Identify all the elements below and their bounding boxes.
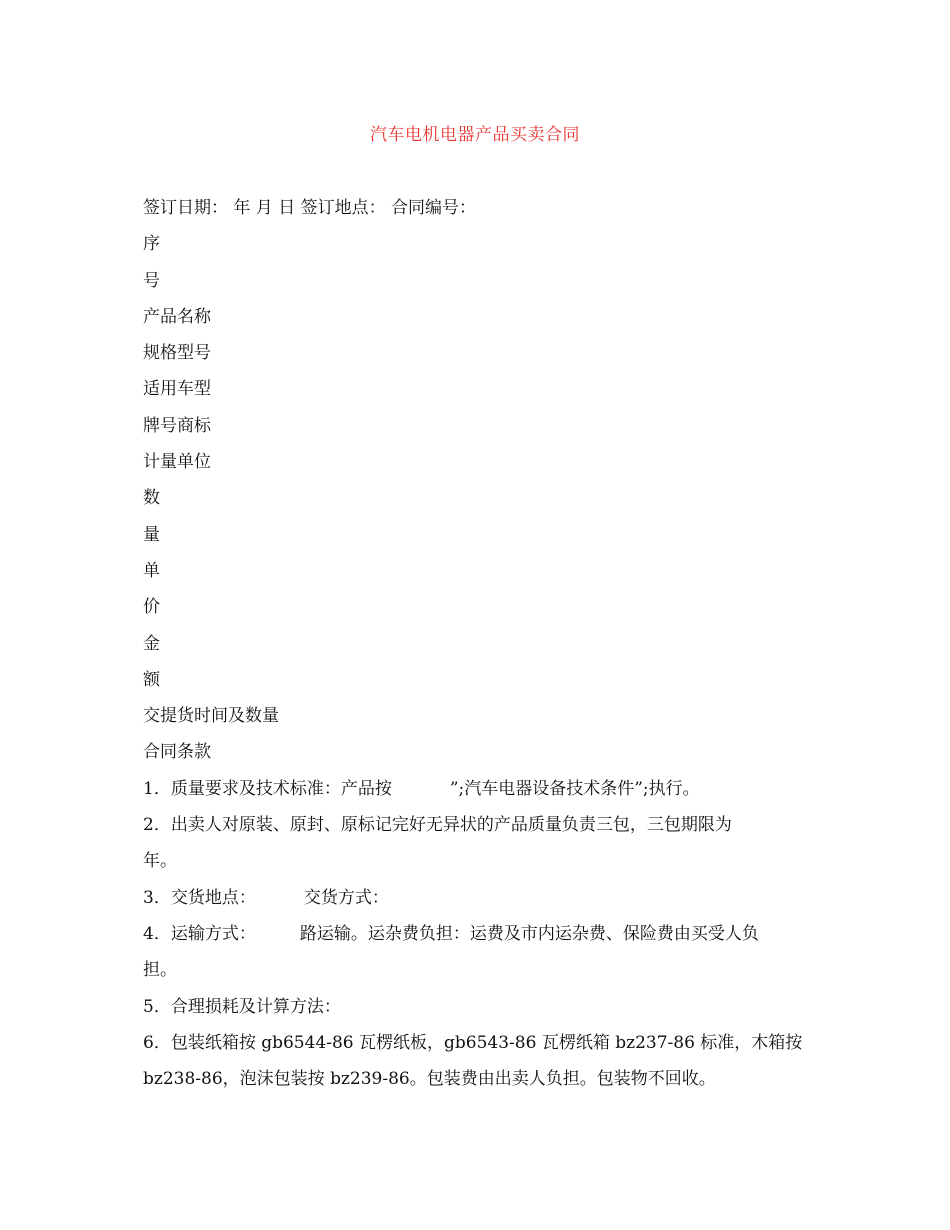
table-header-product-name: 产品名称: [143, 306, 211, 327]
clause-2: 2．出卖人对原装、原封、原标记完好无异状的产品质量负责三包，三包期限为: [143, 815, 732, 836]
clause-1-text-a: 1．质量要求及技术标准：产品按: [143, 778, 392, 799]
table-header-quantity-1: 数: [143, 488, 160, 509]
clause-1: [143, 776, 813, 812]
document-body: [143, 195, 813, 1102]
table-header-quantity-2: 量: [143, 524, 160, 545]
clause-3: [143, 885, 813, 921]
clause-6-continued: bz238-86，泡沫包装按 bz239-86。包装费由出卖人负担。包装物不回收。: [143, 1069, 716, 1090]
table-header-brand-trademark: 牌号商标: [143, 415, 211, 436]
clause-4-continued: 担。: [143, 960, 177, 981]
section-heading: 合同条款: [143, 742, 211, 763]
clause-2-continued: 年。: [143, 851, 177, 872]
table-header-spec-model: 规格型号: [143, 343, 211, 364]
document-title: 汽车电机电器产品买卖合同: [370, 125, 580, 145]
clause-1-text-b: ”;汽车电器设备技术条件”;执行。: [449, 778, 700, 799]
table-header-vehicle-type: 适用车型: [143, 379, 211, 400]
contract-header-line: 签订日期： 年 月 日 签订地点： 合同编号：: [143, 198, 477, 218]
table-header-serial-2: 号: [143, 270, 160, 291]
table-header-price-2: 价: [143, 597, 160, 618]
table-header-serial-1: 序: [143, 234, 160, 255]
clause-3-text-b: 交货方式：: [303, 887, 389, 908]
table-header-amount-2: 额: [143, 669, 160, 690]
table-header-amount-1: 金: [143, 633, 160, 654]
clause-4: [143, 921, 813, 957]
clause-4-text-b: 路运输。运杂费负担：运费及市内运杂费、保险费由买受人负: [299, 923, 759, 944]
clause-5: 5．合理损耗及计算方法：: [143, 996, 341, 1017]
table-header-price-1: 单: [143, 560, 160, 581]
clause-6: 6．包装纸箱按 gb6544-86 瓦楞纸板，gb6543-86 瓦楞纸箱 bz237-86 标准，木箱按: [143, 1032, 803, 1053]
clause-4-text-a: 4．运输方式：: [143, 923, 256, 944]
table-header-unit: 计量单位: [143, 452, 211, 473]
table-header-delivery-time: 交提货时间及数量: [143, 706, 279, 727]
clause-3-text-a: 3．交货地点：: [143, 887, 256, 908]
